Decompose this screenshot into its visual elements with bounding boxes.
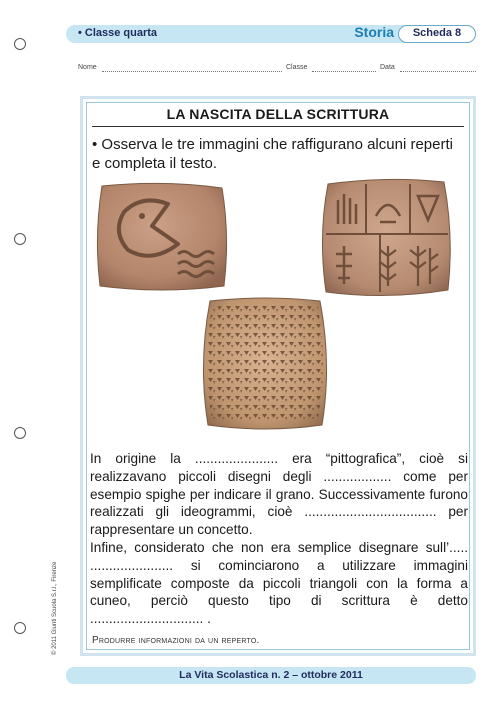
date-field-label: Data [380, 64, 395, 71]
header-bar [66, 25, 476, 43]
title-divider [92, 126, 464, 127]
name-field-label: Nome [78, 64, 97, 71]
binder-hole-3 [14, 427, 26, 439]
binder-hole-1 [14, 38, 26, 50]
publication-footer: La Vita Scolastica n. 2 – ottobre 2011 [66, 667, 476, 684]
instruction-text: • Osserva le tre immagini che raffigurano alcuni reperti e completa il testo. [92, 136, 453, 172]
name-field-line[interactable] [102, 64, 282, 72]
cuneiform-tablet-image [198, 295, 332, 433]
ideographic-tablet-image [318, 176, 454, 299]
class-label: • Classe quarta [78, 27, 158, 39]
binder-hole-4 [14, 622, 26, 634]
date-field-line[interactable] [400, 64, 476, 72]
text-paragraph-2: Infine, considerato che non era semplice disegnare sull’..... ...................... si cominciarono a utilizzare immagini semplificate composte da piccoli triangoli con la forma a cuneo, perciò questo tipo di scrittura è detto .............................. . [90, 539, 468, 627]
class-field-label: Classe [286, 64, 308, 71]
copyright-credit: © 2011 Giunti Scuola S.r.l., Firenze [52, 561, 58, 655]
worksheet-title: LA NASCITA DELLA SCRITTURA [166, 106, 390, 122]
sheet-badge: Scheda 8 [398, 25, 476, 43]
binder-hole-2 [14, 233, 26, 245]
pictographic-tablet-image [94, 180, 230, 293]
fill-in-text [90, 450, 468, 628]
student-fields [78, 64, 476, 76]
text-paragraph-1: In origine la ...................... era “pittografica”, cioè si realizzavano piccoli disegni degli .................. come per esempio spighe per indicare il grano. Successivamente furono realizzati gli ideogrammi, cioè ................................... per rappresentare un concetto. [90, 451, 468, 538]
class-field-line[interactable] [312, 64, 376, 72]
subject-label: Storia [354, 24, 394, 40]
task-note: Produrre informazioni da un reperto. [92, 635, 260, 646]
